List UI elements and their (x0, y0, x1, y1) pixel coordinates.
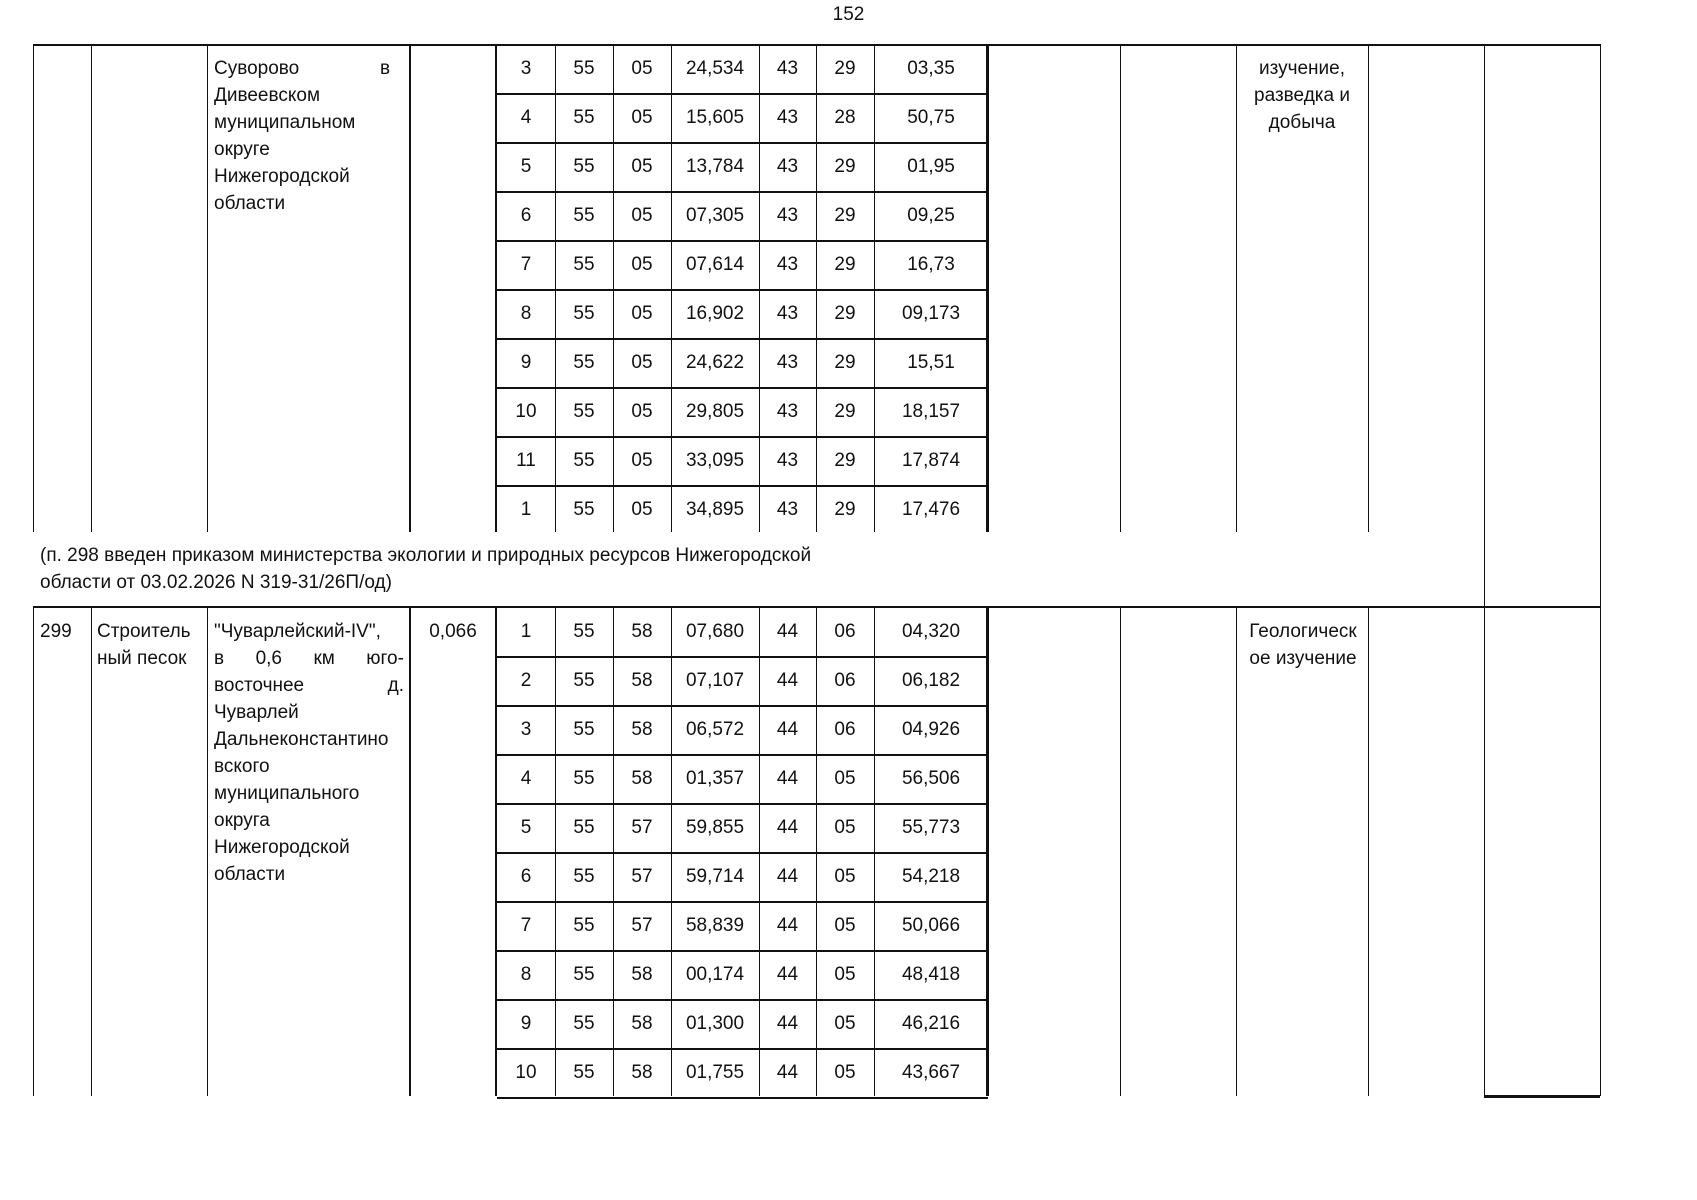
page-number: 152 (832, 4, 865, 25)
coordinate-value: 44 (776, 1062, 799, 1083)
coordinate-value: 57 (631, 817, 653, 838)
point-number: 7 (520, 915, 532, 936)
coordinate-value: 01,95 (907, 156, 955, 177)
coordinate-value: 05 (631, 205, 653, 226)
coordinate-value: 55 (573, 401, 595, 422)
coordinate-value: 58 (631, 1013, 653, 1034)
purpose-line: изучение, (1258, 58, 1346, 79)
table-border (988, 607, 989, 1096)
coordinate-value: 55 (573, 768, 595, 789)
point-number: 11 (516, 450, 536, 471)
coordinate-value: 44 (776, 866, 799, 887)
coordinate-value: 44 (776, 1013, 799, 1034)
coordinate-value: 55 (573, 303, 595, 324)
object-description-word: округа (214, 810, 270, 831)
object-description-line: Суворово (214, 58, 300, 79)
point-number: 10 (515, 401, 537, 422)
resource-line: ный песок (97, 648, 187, 669)
coordinate-value: 55 (573, 719, 595, 740)
table-border (207, 607, 208, 1096)
coordinate-value: 44 (776, 621, 799, 642)
coordinate-value: 07,107 (685, 670, 745, 691)
coordinate-value: 33,095 (685, 450, 745, 471)
point-number: 10 (515, 1062, 537, 1083)
coordinate-value: 55,773 (901, 817, 961, 838)
table-border (1600, 607, 1601, 1096)
purpose-line: добыча (1268, 112, 1336, 133)
object-description-word: юго- (366, 648, 404, 669)
coordinate-value: 05 (834, 964, 856, 985)
coordinate-value: 43 (776, 107, 799, 128)
coordinate-value: 05 (834, 817, 856, 838)
resource-line: Строитель (97, 621, 191, 642)
coordinate-value: 06 (834, 670, 856, 691)
object-description-line: муниципальном (214, 112, 356, 133)
coordinate-value: 05 (834, 866, 856, 887)
coordinate-value: 29 (834, 58, 856, 79)
table-border (33, 607, 34, 1096)
coordinate-value: 55 (573, 58, 595, 79)
object-description-word: Дальнеконстантино (214, 729, 389, 750)
object-description-line (214, 834, 404, 861)
coordinate-value: 05 (834, 1013, 856, 1034)
coordinate-value: 01,755 (685, 1062, 745, 1083)
coordinate-value: 50,75 (907, 107, 955, 128)
table-border (1120, 607, 1121, 1096)
coordinate-value: 56,506 (901, 768, 961, 789)
note-line: области от 03.02.2026 N 319-31/26П/од) (40, 572, 392, 593)
coordinate-value: 17,874 (901, 450, 961, 471)
coordinate-value: 44 (776, 768, 799, 789)
coordinate-value: 29 (834, 352, 856, 373)
coordinate-value: 55 (573, 205, 595, 226)
object-description-word: в (380, 58, 391, 79)
coordinate-value: 05 (631, 254, 653, 275)
coordinate-value: 44 (776, 915, 799, 936)
table-border (91, 607, 92, 1096)
coordinate-value: 59,855 (685, 817, 745, 838)
table-border (409, 44, 411, 532)
coordinate-value: 05 (631, 156, 653, 177)
table-border (1120, 44, 1121, 532)
coordinate-value: 43 (776, 303, 799, 324)
coordinate-value: 43,667 (901, 1062, 961, 1083)
coordinate-value: 15,51 (907, 352, 955, 373)
coordinate-value: 16,73 (907, 254, 955, 275)
coordinate-value: 07,305 (685, 205, 745, 226)
table-border (988, 44, 989, 532)
coordinate-value: 01,300 (685, 1013, 745, 1034)
point-number: 6 (520, 205, 532, 226)
object-description-word: вского (214, 756, 270, 777)
coordinate-value: 05 (834, 768, 856, 789)
coordinate-value: 58 (631, 964, 653, 985)
object-description-line (214, 861, 404, 888)
point-number: 8 (520, 964, 532, 985)
point-number: 3 (520, 719, 532, 740)
coordinate-value: 06,572 (685, 719, 745, 740)
coordinate-value: 59,714 (685, 866, 745, 887)
object-description-word: д. (387, 675, 404, 696)
coordinate-value: 44 (776, 817, 799, 838)
coordinate-value: 05 (631, 58, 653, 79)
coordinate-value: 13,784 (685, 156, 745, 177)
coordinate-value: 06,182 (901, 670, 961, 691)
coordinate-value: 29 (834, 303, 856, 324)
coordinate-value: 43 (776, 58, 799, 79)
coordinate-value: 15,605 (685, 107, 745, 128)
object-number: 299 (40, 621, 72, 642)
object-description-line (214, 780, 404, 807)
table-border (91, 44, 92, 532)
coordinate-value: 58 (631, 621, 653, 642)
purpose-line: разведка и (1254, 85, 1350, 106)
table-border (207, 44, 208, 532)
purpose-line: Геологическ (1249, 621, 1357, 642)
coordinate-value: 05 (631, 303, 653, 324)
coordinate-value: 43 (776, 205, 799, 226)
object-description-word: области (214, 864, 286, 885)
table-bottom-border (1484, 1095, 1600, 1098)
coordinate-value: 43 (776, 401, 799, 422)
coordinate-value: 43 (776, 156, 799, 177)
coordinate-value: 04,320 (901, 621, 961, 642)
coordinate-value: 43 (776, 499, 799, 520)
coordinate-value: 44 (776, 964, 799, 985)
coordinate-value: 55 (573, 254, 595, 275)
coordinate-value: 55 (573, 450, 595, 471)
point-number: 6 (520, 866, 532, 887)
point-number: 1 (520, 621, 532, 642)
point-number: 4 (520, 107, 532, 128)
object-description-word: Чуварлей (214, 702, 299, 723)
coordinate-value: 55 (573, 817, 595, 838)
coordinate-value: 55 (573, 107, 595, 128)
object-description-word: в (214, 648, 225, 669)
point-number: 4 (520, 768, 532, 789)
table-border (33, 44, 34, 532)
coordinate-value: 29 (834, 156, 856, 177)
coordinate-value: 55 (573, 352, 595, 373)
coordinate-value: 03,35 (907, 58, 955, 79)
coordinate-value: 44 (776, 670, 799, 691)
coordinate-value: 06 (834, 719, 856, 740)
coordinate-value: 01,357 (685, 768, 745, 789)
coordinate-value: 05 (631, 107, 653, 128)
table-border (1600, 44, 1601, 607)
table-border (1368, 607, 1369, 1096)
object-description-line: Дивеевском (214, 85, 321, 106)
point-number: 1 (520, 499, 532, 520)
object-description-word: "Чуварлейский-IV", (214, 621, 381, 642)
coordinate-value: 16,902 (685, 303, 745, 324)
area-value: 0,066 (429, 621, 477, 642)
point-number: 5 (520, 817, 532, 838)
object-description-line (214, 699, 404, 726)
coordinate-value: 55 (573, 156, 595, 177)
table-border (1236, 607, 1237, 1096)
note-line: (п. 298 введен приказом министерства экологии и природных ресурсов Нижегородской (40, 545, 812, 566)
object-description-word: км (313, 648, 335, 669)
coordinate-value: 05 (834, 1062, 856, 1083)
table-border (1484, 44, 1485, 607)
point-number: 5 (520, 156, 532, 177)
object-description-word: Нижегородской (214, 837, 350, 858)
point-number: 3 (520, 58, 532, 79)
coordinate-value: 55 (573, 1013, 595, 1034)
amendment-note (40, 542, 940, 596)
coordinate-value: 43 (776, 450, 799, 471)
coordinate-value: 55 (573, 964, 595, 985)
coordinate-value: 29 (834, 450, 856, 471)
coordinate-value: 55 (573, 499, 595, 520)
object-description-line (214, 726, 404, 753)
object-description-word: восточнее (214, 675, 305, 696)
coordinate-value: 55 (573, 866, 595, 887)
coordinate-value: 43 (776, 254, 799, 275)
coordinate-value: 29,805 (685, 401, 745, 422)
object-description-word: муниципального (214, 783, 360, 804)
coordinate-value: 58 (631, 1062, 653, 1083)
point-number: 9 (520, 1013, 532, 1034)
object-description-line: области (214, 193, 286, 214)
coordinate-value: 17,476 (901, 499, 961, 520)
coordinate-value: 44 (776, 719, 799, 740)
object-description-line (214, 672, 404, 699)
object-description-line (214, 807, 404, 834)
coordinate-value: 55 (573, 670, 595, 691)
point-number: 2 (520, 670, 532, 691)
coordinate-value: 05 (631, 450, 653, 471)
coordinate-value: 48,418 (901, 964, 961, 985)
object-description-line: округе (214, 139, 270, 160)
coordinate-value: 29 (834, 401, 856, 422)
coordinate-value: 00,174 (685, 964, 745, 985)
coordinate-value: 58 (631, 768, 653, 789)
object-description-line (214, 753, 404, 780)
coordinate-value: 43 (776, 352, 799, 373)
object-description-line: Нижегородской (214, 166, 350, 187)
coordinate-value: 46,216 (901, 1013, 961, 1034)
coordinate-value: 04,926 (901, 719, 961, 740)
coordinate-value: 05 (834, 915, 856, 936)
table-border (1368, 44, 1369, 532)
object-description-line (214, 618, 404, 645)
coordinate-value: 28 (834, 107, 856, 128)
coordinate-value: 55 (573, 915, 595, 936)
coordinate-value: 55 (573, 621, 595, 642)
coordinate-value: 57 (631, 915, 653, 936)
coordinate-value: 55 (573, 1062, 595, 1083)
coordinate-value: 54,218 (901, 866, 961, 887)
row-border (497, 1097, 988, 1099)
coordinate-value: 58 (631, 719, 653, 740)
coordinate-value: 24,534 (685, 58, 745, 79)
coordinate-value: 09,25 (907, 205, 955, 226)
object-description-word: 0,6 (255, 648, 282, 669)
table-border (409, 607, 411, 1096)
point-number: 7 (520, 254, 532, 275)
coordinate-value: 06 (834, 621, 856, 642)
coordinate-value: 09,173 (901, 303, 961, 324)
coordinate-value: 50,066 (901, 915, 961, 936)
coordinate-value: 18,157 (901, 401, 961, 422)
coordinate-value: 07,680 (685, 621, 745, 642)
coordinate-value: 34,895 (685, 499, 745, 520)
coordinate-value: 58,839 (685, 915, 745, 936)
point-number: 8 (520, 303, 532, 324)
point-number: 9 (520, 352, 532, 373)
coordinate-value: 58 (631, 670, 653, 691)
coordinate-value: 24,622 (685, 352, 745, 373)
coordinate-value: 05 (631, 401, 653, 422)
coordinate-value: 07,614 (685, 254, 745, 275)
table-border (1484, 607, 1485, 1096)
coordinate-value: 57 (631, 866, 653, 887)
coordinate-value: 29 (834, 254, 856, 275)
purpose-line: ое изучение (1249, 648, 1357, 669)
coordinate-value: 29 (834, 499, 856, 520)
coordinate-value: 29 (834, 205, 856, 226)
coordinate-value: 05 (631, 499, 653, 520)
coordinate-value: 05 (631, 352, 653, 373)
object-description-line (214, 645, 404, 672)
